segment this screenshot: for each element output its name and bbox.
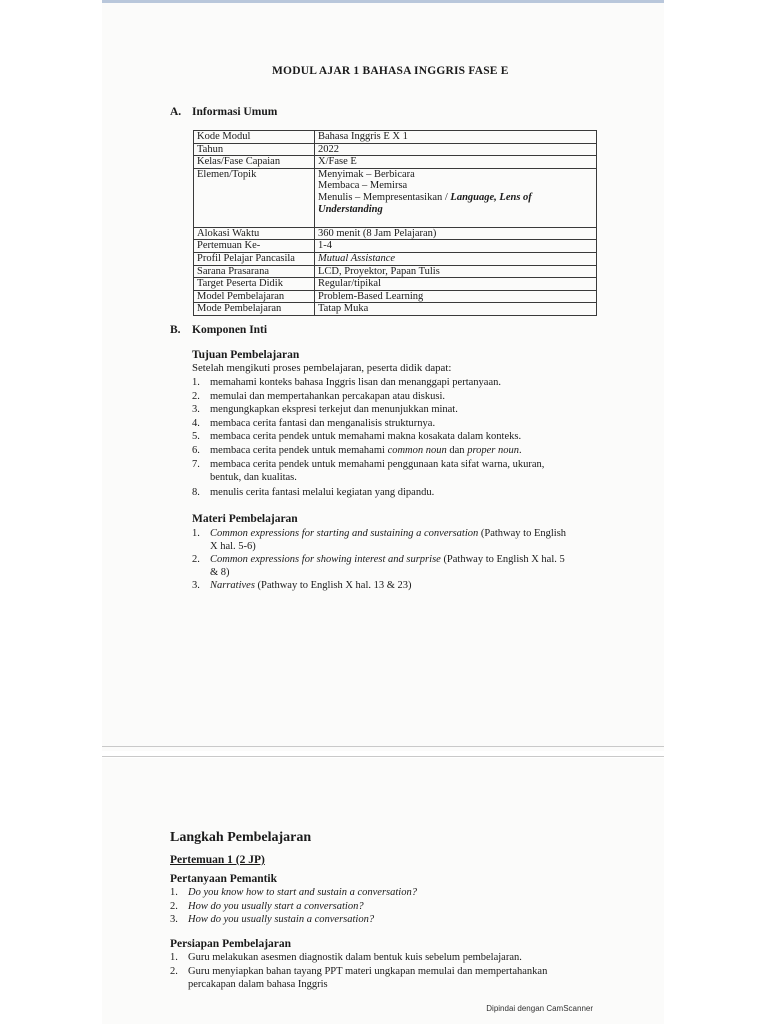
page-seam-bottom: [102, 756, 664, 757]
list-text: Do you know how to start and sustain a conversation?: [188, 887, 417, 898]
list-number: 6.: [192, 444, 200, 456]
table-key: Tahun: [194, 143, 315, 156]
table-value: LCD, Proyektor, Papan Tulis: [315, 265, 597, 278]
table-value: 360 menit (8 Jam Pelajaran): [315, 227, 597, 240]
list-text: (Pathway to English: [478, 528, 567, 539]
list-text: Guru melakukan asesmen diagnostik dalam bentuk kuis sebelum pembelajaran.: [188, 952, 522, 963]
list-text: membaca cerita pendek untuk memahami: [210, 444, 388, 456]
list-item: [170, 951, 610, 965]
list-number: 8.: [192, 486, 200, 498]
page-seam-top: [102, 746, 664, 747]
section-b-label: Komponen Inti: [192, 324, 268, 336]
list-number: 7.: [192, 458, 200, 470]
pemantik-heading: Pertanyaan Pemantik: [170, 873, 278, 885]
langkah-title: Langkah Pembelajaran: [170, 830, 312, 845]
section-b-heading: [170, 324, 267, 336]
table-value: Problem-Based Learning: [315, 290, 597, 303]
list-italic: Common expressions for showing interest and surprise: [210, 554, 441, 565]
list-item: [192, 417, 602, 431]
list-item: [192, 444, 602, 458]
materi-list: [192, 527, 610, 592]
list-number: 2.: [170, 965, 178, 977]
list-text: menulis cerita fantasi melalui kegiatan yang dipandu.: [210, 486, 435, 498]
list-item: [192, 403, 602, 417]
table-value: Regular/tipikal: [315, 278, 597, 291]
table-value: X/Fase E: [315, 156, 597, 169]
list-number: 5.: [192, 431, 200, 443]
list-text: membaca cerita pendek untuk memahami makna kosakata dalam konteks.: [210, 431, 522, 443]
table-key: Profil Pelajar Pancasila: [194, 252, 315, 265]
list-number: 1.: [192, 377, 200, 388]
list-text: dan: [446, 444, 468, 456]
list-italic: common noun: [387, 444, 447, 456]
table-row: [194, 290, 597, 303]
list-text: (Pathway to English X hal. 5: [440, 554, 565, 565]
list-item: [170, 886, 590, 900]
materi-heading: Materi Pembelajaran: [192, 513, 298, 525]
list-italic: Narratives: [210, 580, 255, 591]
list-text: membaca cerita fantasi dan menganalisis strukturnya.: [210, 417, 436, 429]
list-number: 2.: [170, 900, 178, 912]
table-row: [194, 156, 597, 169]
list-number: 3.: [192, 580, 200, 591]
table-key: Target Peserta Didik: [194, 278, 315, 291]
list-text-continued: percakapan dalam bahasa Inggris: [188, 978, 328, 990]
list-item: [192, 527, 610, 553]
document-title: MODUL AJAR 1 BAHASA INGGRIS FASE E: [272, 65, 509, 77]
tujuan-list: [192, 376, 602, 499]
table-row: [194, 278, 597, 291]
list-text: How do you usually sustain a conversation?: [188, 914, 375, 926]
table-row: [194, 303, 597, 316]
list-item: [170, 900, 590, 914]
pertemuan-heading: Pertemuan 1 (2 JP): [170, 854, 265, 866]
list-text-continued: & 8): [210, 567, 230, 578]
list-text-continued: bentuk, dan kualitas.: [210, 471, 297, 483]
persiapan-list: [170, 951, 610, 991]
elemen-line-3: [318, 192, 593, 215]
list-text: Guru menyiapkan bahan tayang PPT materi ungkapan memulai dan mempertahankan: [188, 965, 548, 977]
list-item: [192, 458, 602, 484]
info-table: [193, 130, 597, 316]
list-item: [192, 376, 602, 390]
table-key: Sarana Prasarana: [194, 265, 315, 278]
list-item: [192, 390, 602, 404]
tujuan-intro: Setelah mengikuti proses pembelajaran, peserta didik dapat:: [192, 362, 452, 374]
table-key: Alokasi Waktu: [194, 227, 315, 240]
table-value: 2022: [315, 143, 597, 156]
table-key: Kode Modul: [194, 131, 315, 144]
section-a-label: Informasi Umum: [192, 106, 278, 118]
table-value: Mutual Assistance: [315, 252, 597, 265]
table-value: Tatap Muka: [315, 303, 597, 316]
table-row: [194, 252, 597, 265]
list-text: membaca cerita pendek untuk memahami penggunaan kata sifat warna, ukuran,: [210, 458, 545, 470]
list-number: 4.: [192, 417, 200, 429]
list-text: (Pathway to English X hal. 13 & 23): [254, 580, 412, 591]
list-number: 1.: [192, 528, 200, 539]
list-text-continued: X hal. 5-6): [210, 541, 256, 552]
list-item: [192, 486, 602, 500]
table-value-elemen: [315, 168, 597, 227]
list-text: .: [519, 444, 522, 456]
section-a-heading: [170, 106, 277, 118]
section-a-number: A.: [170, 106, 182, 118]
persiapan-heading: Persiapan Pembelajaran: [170, 938, 292, 950]
list-number: 2.: [192, 390, 200, 402]
table-row: [194, 131, 597, 144]
scanner-watermark: Dipindai dengan CamScanner: [486, 1004, 593, 1013]
table-row: [194, 168, 597, 227]
list-number: 1.: [170, 887, 178, 898]
table-row: [194, 265, 597, 278]
table-key: Pertemuan Ke-: [194, 240, 315, 253]
table-row: [194, 143, 597, 156]
list-item: [192, 553, 610, 579]
list-text: mengungkapkan ekspresi terkejut dan menunjukkan minat.: [210, 404, 458, 416]
table-value: Bahasa Inggris E X 1: [315, 131, 597, 144]
list-number: 1.: [170, 952, 178, 963]
table-row: [194, 227, 597, 240]
list-item: [170, 913, 590, 927]
list-text: memahami konteks bahasa Inggris lisan dan menanggapi pertanyaan.: [210, 377, 501, 388]
elemen-prefix: Menulis – Mempresentasikan /: [318, 191, 451, 203]
list-text: How do you usually start a conversation?: [188, 900, 364, 912]
pemantik-list: [170, 886, 590, 927]
elemen-line-2: Membaca – Memirsa: [318, 180, 408, 192]
table-row: [194, 240, 597, 253]
list-number: 3.: [170, 914, 178, 926]
elemen-line-1: Menyimak – Berbicara: [318, 168, 415, 180]
list-item: [192, 430, 602, 444]
elemen-bold-italic: Language, Lens of Understanding: [318, 191, 532, 215]
list-item: [170, 965, 610, 991]
section-b-number: B.: [170, 324, 181, 336]
list-item: [192, 579, 610, 592]
table-key: Kelas/Fase Capaian: [194, 156, 315, 169]
table-key: Mode Pembelajaran: [194, 303, 315, 316]
list-number: 2.: [192, 554, 200, 565]
list-italic: proper noun: [467, 444, 520, 456]
list-italic: Common expressions for starting and sustaining a conversation: [210, 528, 479, 539]
list-number: 3.: [192, 404, 200, 416]
list-text: memulai dan mempertahankan percakapan atau diskusi.: [210, 390, 445, 402]
table-value: 1-4: [315, 240, 597, 253]
table-key: Elemen/Topik: [194, 168, 315, 227]
table-key: Model Pembelajaran: [194, 290, 315, 303]
tujuan-heading: Tujuan Pembelajaran: [192, 349, 300, 361]
